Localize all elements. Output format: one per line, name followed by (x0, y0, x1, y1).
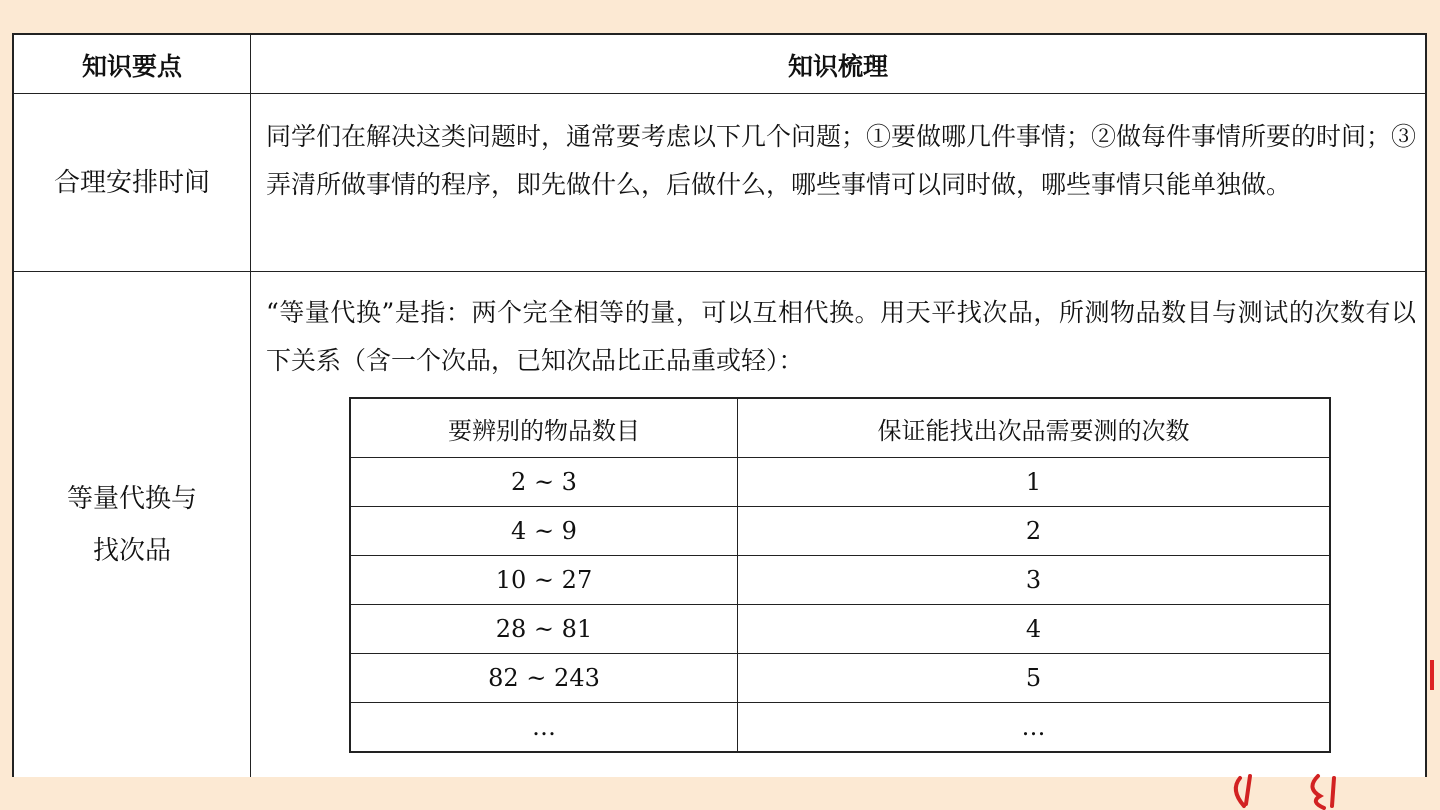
sub-table-header-count: 要辨别的物品数目 (350, 398, 738, 458)
table-row (350, 507, 1330, 556)
row-content-substitution: “等量代换”是指：两个完全相等的量，可以互相代换。用天平找次品，所测物品数目与测试的次数有以下关系（含一个次品，已知次品比正品重或轻）： (266, 298, 1416, 375)
item-count-cell: 2 ~ 3 (350, 458, 738, 507)
test-count-cell: … (738, 703, 1331, 753)
item-count-cell: … (350, 703, 738, 753)
test-count-cell: 5 (738, 654, 1331, 703)
row-key-line-1: 等量代换与 (66, 483, 197, 514)
header-key: 知识要点 (81, 52, 182, 81)
table-row (350, 458, 1330, 507)
test-count-cell: 2 (738, 507, 1331, 556)
item-count-cell: 4 ~ 9 (350, 507, 738, 556)
item-count-cell: 82 ~ 243 (350, 654, 738, 703)
row-key-time: 合理安排时间 (53, 167, 210, 198)
header-content: 知识梳理 (787, 52, 888, 81)
sub-table-header-row (350, 398, 1330, 458)
item-count-cell: 10 ~ 27 (350, 556, 738, 605)
table-row (350, 556, 1330, 605)
defective-item-table (349, 397, 1331, 753)
edge-mark-decoration (1430, 660, 1434, 690)
knowledge-table (12, 33, 1427, 777)
sub-table-header-tests: 保证能找出次品需要测的次数 (738, 398, 1331, 458)
row-key-line-2: 找次品 (92, 535, 171, 566)
row-content-time: 同学们在解决这类问题时，通常要考虑以下几个问题；①要做哪几件事情；②做每件事情所要的时间；③弄清所做事情的程序，即先做什么，后做什么，哪些事情可以同时做，哪些事情只能单独做。 (266, 122, 1417, 199)
red-scribble-decoration (1210, 770, 1350, 810)
table-row (350, 605, 1330, 654)
test-count-cell: 4 (738, 605, 1331, 654)
table-row (350, 703, 1330, 753)
test-count-cell: 3 (738, 556, 1331, 605)
row-key-substitution (14, 272, 250, 777)
item-count-cell: 28 ~ 81 (350, 605, 738, 654)
test-count-cell: 1 (738, 458, 1331, 507)
table-row (350, 654, 1330, 703)
column-divider (250, 35, 251, 777)
